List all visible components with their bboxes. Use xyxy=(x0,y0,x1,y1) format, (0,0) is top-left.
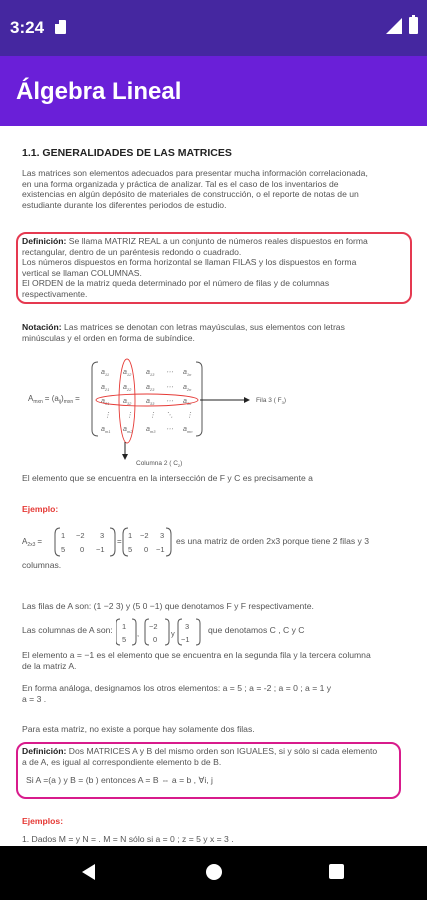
svg-text:a32: $a_{32}$ xyxy=(123,398,132,406)
intro-line: existencias en algún depósito de materiales de construcción, o el reporte de notas de un xyxy=(22,189,359,199)
definition-line: respectivamente. xyxy=(22,288,88,299)
definition-text xyxy=(22,236,368,299)
definition2-text xyxy=(22,746,377,786)
columns-pre: Las columnas de A son: xyxy=(22,625,113,635)
diagram-lhs: $A_{mxn} = (a_{ij})_{mxn}$ = xyxy=(28,394,80,405)
app-title: Álgebra Lineal xyxy=(16,78,182,105)
example-m1-right-paren xyxy=(110,528,115,556)
svg-text:1: 1 xyxy=(61,531,66,540)
sd-card-icon xyxy=(55,20,66,34)
example1-text: 1. Dados M = y N = . M = N sólo si a = 0 ; z = 5 y x = 3 . xyxy=(22,834,234,844)
column-arrow-head xyxy=(122,454,128,460)
definition-label: Definición: xyxy=(22,236,67,246)
section-title: 1.1. GENERALIDADES DE LAS MATRICES xyxy=(22,147,232,159)
app-bar xyxy=(0,56,427,126)
recent-apps-icon[interactable] xyxy=(329,864,344,879)
svg-text:0: 0 xyxy=(80,545,85,554)
notation-text xyxy=(22,322,345,343)
column-vectors xyxy=(116,618,206,646)
svg-text:−1: −1 xyxy=(96,545,105,554)
example-description: es una matriz de orden 2x3 porque tiene 2 filas y 3 xyxy=(176,536,369,546)
svg-text:a31: $a_{31}$ xyxy=(101,398,110,406)
rows-text: Las filas de A son: (1 −2 3) y (5 0 −1) que denotamos F y F respectivamente. xyxy=(22,601,314,611)
svg-text:⋱: ⋱ xyxy=(166,412,173,419)
example-lhs: $A_{2x3}$ = xyxy=(22,537,43,548)
notation-line: minúsculas y el orden en forma de subíndice. xyxy=(22,332,195,343)
example-label: Ejemplo: xyxy=(22,504,59,514)
home-icon[interactable] xyxy=(206,864,222,880)
svg-text:⋯: ⋯ xyxy=(166,384,173,391)
svg-text:y: y xyxy=(171,629,175,638)
element-a23-text xyxy=(22,650,371,671)
definition2-line: a de A, es igual al correspondiente elemento b de B. xyxy=(22,756,222,767)
definition-line: vertical se llaman COLUMNAS. xyxy=(22,267,142,278)
svg-text:a21: $a_{21}$ xyxy=(101,384,110,392)
svg-text:−2: −2 xyxy=(140,531,149,540)
svg-text:3: 3 xyxy=(185,622,190,631)
svg-text:a2n: $a_{2n}$ xyxy=(183,384,192,392)
intro-paragraph xyxy=(22,168,368,210)
analogous-line: a = 3 . xyxy=(22,693,47,704)
svg-text:⋮: ⋮ xyxy=(126,412,133,419)
example-m2-right-paren xyxy=(166,528,171,556)
svg-text:,: , xyxy=(137,629,140,638)
svg-text:am2: $a_{m2}$ xyxy=(123,426,133,434)
svg-text:a23: $a_{23}$ xyxy=(146,384,155,392)
notation-label: Notación: xyxy=(22,322,62,332)
element-a23-line: El elemento a = −1 es el elemento que se encuentra en la segunda fila y la tercera columna xyxy=(22,650,371,660)
svg-text:a11: $a_{11}$ xyxy=(101,369,110,377)
definition2-line: Dos MATRICES A y B del mismo orden son IGUALES, si y sólo si cada elemento xyxy=(66,746,378,756)
svg-text:−2: −2 xyxy=(149,622,158,631)
svg-text:⋮: ⋮ xyxy=(186,412,193,419)
element-a23-line: de la matriz A. xyxy=(22,660,77,671)
svg-text:⋯: ⋯ xyxy=(166,426,173,433)
definition-line: Los números dispuestos en forma horizontal se llaman FILAS y los dispuestos en forma xyxy=(22,257,357,267)
svg-text:⋯: ⋯ xyxy=(166,369,173,376)
matrix-elements xyxy=(101,369,193,434)
definition-line: rectangular, dentro de un paréntesis redondo o cuadrado. xyxy=(22,246,242,257)
intersection-text: El elemento que se encuentra en la intersección de F y C es precisamente a xyxy=(22,473,313,483)
svg-text:a13: $a_{13}$ xyxy=(146,369,155,377)
svg-text:5: 5 xyxy=(122,635,127,644)
svg-text:am1: $a_{m1}$ xyxy=(101,426,111,434)
svg-text:0: 0 xyxy=(144,545,149,554)
analogous-text xyxy=(22,683,331,704)
example-m2-values xyxy=(128,531,165,554)
intro-line: Las matrices son elementos adecuados para presentar mucha información correlacionada, xyxy=(22,168,368,178)
matrix-diagram xyxy=(0,356,427,471)
examples-label: Ejemplos: xyxy=(22,816,64,826)
svg-text:5: 5 xyxy=(128,545,133,554)
svg-text:3: 3 xyxy=(160,531,165,540)
example-matrices xyxy=(0,522,427,572)
svg-text:⋮: ⋮ xyxy=(104,412,111,419)
svg-text:a1n: $a_{1n}$ xyxy=(183,369,192,377)
svg-text:⋮: ⋮ xyxy=(149,412,156,419)
battery-icon xyxy=(409,17,418,34)
notation-line: Las matrices se denotan con letras mayúsculas, sus elementos con letras xyxy=(61,322,345,332)
intro-line: en una forma organizada y práctica de analizar. Tal es el caso de los inventarios de xyxy=(22,178,339,189)
row-arrow-head xyxy=(244,397,250,403)
svg-text:3: 3 xyxy=(100,531,105,540)
svg-text:−2: −2 xyxy=(76,531,85,540)
svg-text:a3n: $a_{3n}$ xyxy=(183,398,192,406)
equality-formula: Si A =(a ) y B = (b ) entonces A = B ⇔ a = b , ∀i, j xyxy=(26,775,213,785)
svg-text:−1: −1 xyxy=(156,545,165,554)
definition-line: Se llama MATRIZ REAL a un conjunto de números reales dispuestos en forma xyxy=(66,236,368,246)
svg-text:a22: $a_{22}$ xyxy=(123,384,132,392)
back-icon[interactable] xyxy=(82,864,95,880)
intro-line: estudiante durante los diferentes periodos de estudio. xyxy=(22,199,227,210)
analogous-line: En forma análoga, designamos los otros elementos: a = 5 ; a = -2 ; a = 0 ; a = 1 y xyxy=(22,683,332,693)
status-time: 3:24 xyxy=(10,18,45,37)
document-content[interactable] xyxy=(0,126,427,846)
definition-line: El ORDEN de la matriz queda determinado por el número de filas y de columnas xyxy=(22,278,330,288)
svg-text:amn: $a_{mn}$ xyxy=(183,426,193,434)
definition2-label: Definición: xyxy=(22,746,67,756)
svg-text:⋯: ⋯ xyxy=(166,398,173,405)
columns-text xyxy=(22,618,422,646)
example-description-cont: columnas. xyxy=(22,560,62,570)
row-label: Fila 3 ( $F_3$) xyxy=(256,397,287,405)
svg-text:1: 1 xyxy=(122,622,127,631)
svg-text:−1: −1 xyxy=(181,635,190,644)
svg-text:5: 5 xyxy=(61,545,66,554)
svg-text:am3: $a_{m3}$ xyxy=(146,426,156,434)
svg-text:1: 1 xyxy=(128,531,133,540)
no-exists-text: Para esta matriz, no existe a porque hay solamente dos filas. xyxy=(22,724,255,734)
example-m1-left-paren xyxy=(55,528,60,556)
column-label: Columna 2 ( $C_2$) xyxy=(136,460,183,468)
example-m1-values xyxy=(61,531,105,554)
navigation-bar xyxy=(0,846,427,900)
status-bar xyxy=(0,0,427,56)
svg-text:0: 0 xyxy=(153,635,158,644)
columns-post: que denotamos C , C y C xyxy=(208,625,305,635)
example-equals: = xyxy=(117,537,122,546)
svg-text:a12: $a_{12}$ xyxy=(123,369,132,377)
signal-icon xyxy=(386,18,402,34)
svg-text:a33: $a_{33}$ xyxy=(146,398,155,406)
